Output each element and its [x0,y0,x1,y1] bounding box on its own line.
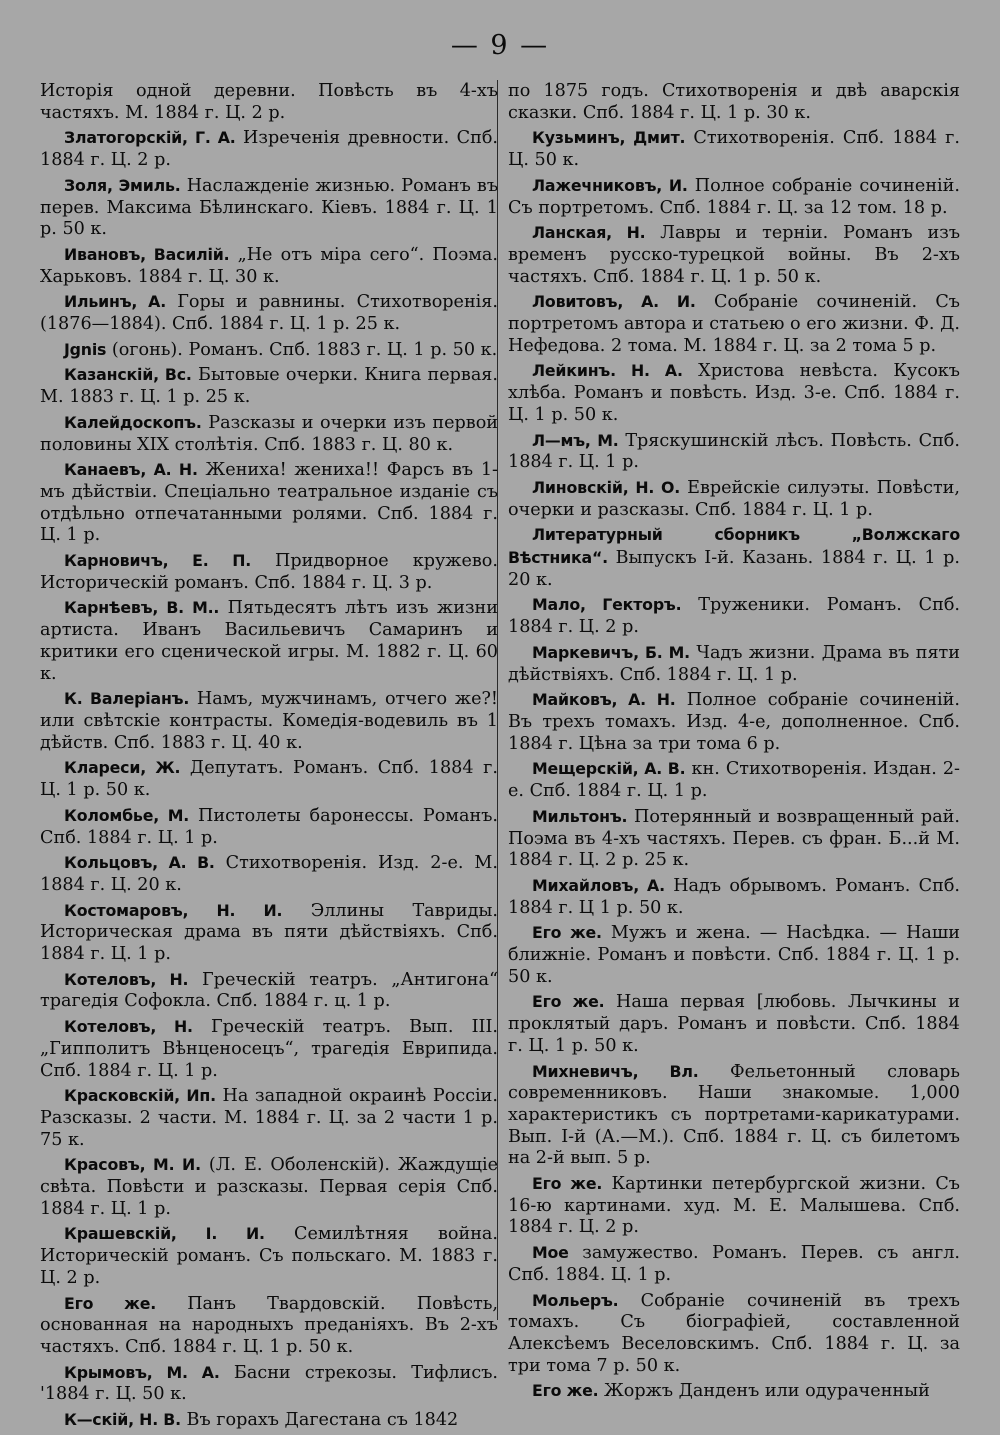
entry-description: Изреченія древности. Спб. 1884 г. Ц. 2 р. [40,128,499,171]
entry-description: Эллины Тавриды. Историческая драма въ пяти дѣйствіяхъ. Спб. 1884 г. Ц. 1 р. [40,900,498,965]
entry-author: Мильтонъ. [532,806,628,826]
entry-description: (Л. Е. Оболенскій). Жаждущіе свѣта. Повѣсти и разсказы. Первая серія Спб. 1884 г. Ц. 1 р. [40,1155,498,1219]
catalog-entry [508,1290,960,1378]
catalog-entry [40,1016,498,1082]
entry-description: Наша первая [любовь. Лычкины и проклятый даръ. Романъ и повѣсти. Спб. 1884 г. Ц. 1 р. 50 к. [508,992,960,1056]
entry-description: Греческій театръ. Вып. III. „Гипполитъ Вѣнценосецъ“, трагедія Еврипида. Спб. 1884 г. Ц. 1 р. [40,1017,499,1081]
entry-description: Полное собраніе сочиненій. Въ трехъ томахъ. Изд. 4-е, дополненное. Спб. 1884 г. Цѣна за три тома 6 р. [508,690,960,754]
entry-author: Мещерскій, А. В. [532,759,686,779]
entry-description: Депутатъ. Романъ. Спб. 1884 г. Ц. 1 р. 50 к. [40,758,498,801]
entry-description: Жениха! жениха!! Фарсъ въ 1-мъ дѣйствіи. Спеціально театральное изданіе съ отдѣльно отпечатанными ролями. Спб. 1884 г. Ц. 1 р. [40,460,498,546]
entry-description: Стихотворенія. Спб. 1884 г. Ц. 50 к. [508,128,960,171]
entry-description: Бытовые очерки. Книга первая. М. 1883 г. Ц. 1 р. 25 к. [40,365,498,408]
catalog-entry [508,594,960,638]
entry-author: Клареси, Ж. [64,758,181,778]
entry-description: Наслажденіе жизнью. Романъ въ перев. Максима Бѣлинскаго. Кіевъ. 1884 г. Ц. 1 р. 50 к. [40,175,499,240]
entry-author: Л—мъ, М. [532,430,619,450]
entry-author: Его же. [532,1174,603,1194]
entry-description: Въ горахъ Дагестана съ 1842 [186,1410,459,1431]
entry-description: Пятьдесятъ лѣтъ изъ жизни артиста. Иванъ Васильевичъ Самаринъ и критики его сценической игры. М. 1882 г. Ц. 60 к. [40,598,499,684]
entry-description: Семилѣтняя война. Историческій романъ. Съ польскаго. М. 1883 г. Ц. 2 р. [40,1224,499,1288]
entry-description: Полное собраніе сочиненій. Съ портретомъ. Спб. 1884 г. Ц. за 12 том. 18 р. [508,175,960,218]
catalog-entry [40,597,498,685]
entry-description: Еврейскіе силуэты. Повѣсти, очерки и разсказы. Спб. 1884 г. Ц. 1 р. [508,477,960,520]
catalog-entry [40,900,498,966]
entry-author: Крашевскій, І. И. [64,1224,265,1244]
entry-description: Труженики. Романъ. Спб. 1884 г. Ц. 2 р. [508,595,960,638]
entry-description: Горы и равнины. Стихотворенія. (1876—1884). Спб. 1884 г. Ц. 1 р. 25 к. [40,292,498,335]
catalog-entry [508,175,960,219]
catalog-entry [508,1242,960,1286]
entry-author: Его же. [64,1293,157,1313]
catalog-entry [508,1173,960,1239]
entry-description: На западной окраинѣ Россіи. Разсказы. 2 части. М. 1884 г. Ц. за 2 части 1 р. 75 к. [40,1086,498,1150]
right-column [508,81,960,1406]
entry-author: Коломбье, М. [64,805,190,825]
entry-description: Панъ Твардовскій. Повѣсть, основанная на народныхъ преданіяхъ. Въ 2-хъ частяхъ. Спб. 1884 г. Ц. 1 р. 50 к. [40,1293,498,1357]
catalog-entry [508,127,960,171]
catalog-entry [40,291,498,335]
entry-author: Маркевичъ, Б. М. [532,642,690,662]
catalog-entry [508,642,960,686]
entry-description: по 1875 годъ. Стихотворенія и двѣ аварскія сказки. Спб. 1884 г. Ц. 1 р. 30 к. [508,81,960,123]
catalog-entry [508,689,960,755]
catalog-entry [508,991,960,1057]
catalog-entry [508,1380,960,1403]
catalog-entry [40,81,498,124]
entry-author: Лейкинъ. Н. А. [532,361,683,381]
entry-author: Мольеръ. [532,1290,619,1310]
catalog-entry [508,360,960,426]
catalog-entry [508,291,960,357]
entry-description: Чадъ жизни. Драма въ пяти дѣйствіяхъ. Спб. 1884 г. Ц. 1 р. [508,642,961,685]
catalog-entry [40,550,498,594]
entry-author: Ивановъ, Василій. [64,244,230,264]
entry-author: Красковскій, Ип. [64,1086,216,1106]
entry-description: Басни стрекозы. Тифлисъ. '1884 г. Ц. 50 к. [40,1362,498,1405]
entry-author: Михневичъ, Вл. [532,1061,699,1081]
entry-description: Потерянный и возвращенный рай. Поэма въ 4-хъ частяхъ. Перев. съ фран. Б...й М. 1884 г. Ц. 2 р. 25 к. [508,806,961,871]
catalog-entry [508,524,960,591]
catalog-entry [40,412,498,456]
entry-description: Мужъ и жена. — Насѣдка. — Наши ближніе. Романъ и повѣсти. Спб. 1884 г. Ц. 1 р. 50 к. [508,923,960,987]
entry-author: Линовскій, Н. О. [532,477,680,497]
entry-author: Кольцовъ, А. В. [64,853,215,873]
entry-author: Лажечниковъ, И. [532,175,688,195]
entry-author: Карновичъ, Е. П. [64,551,252,571]
entry-description: Разсказы и очерки изъ первой половины XIX столѣтія. Спб. 1883 г. Ц. 80 к. [40,412,499,455]
entry-author: Карнѣевъ, В. М.. [64,598,220,618]
entry-author: Его же. [532,1381,599,1401]
entry-author: К—скій, Н. В. [64,1410,181,1430]
entry-author: Костомаровъ, Н. И. [64,900,283,920]
catalog-entry [40,1293,498,1359]
entry-description: Надъ обрывомъ. Романъ. Спб. 1884 г. Ц 1 р. 50 к. [508,875,961,918]
entry-description: Пистолеты баронессы. Романъ. Спб. 1884 г. Ц. 1 р. [40,805,498,848]
entry-description: Греческій театръ. „Антигона“ трагедія Софокла. Спб. 1884 г. ц. 1 р. [40,969,499,1012]
catalog-entry [40,244,498,288]
entry-author: Мало, Гекторъ. [532,595,682,615]
entry-author: Златогорскій, Г. А. [64,128,236,148]
left-column [40,81,498,1435]
entry-author: Мое [532,1243,569,1263]
catalog-entry [40,1409,498,1432]
catalog-entry [40,688,498,754]
catalog-entry [40,459,498,547]
entry-description: (огонь). Романъ. Спб. 1883 г. Ц. 1 р. 50 к. [111,339,498,360]
catalog-entry [40,969,498,1013]
catalog-entry [508,1061,960,1171]
entry-author: Ильинъ, А. [64,292,167,312]
entry-author: Крымовъ, М. А. [64,1362,220,1382]
page-number: — 9 — [450,30,550,61]
catalog-entry [40,1085,498,1151]
catalog-entry [508,477,960,521]
entry-author: Котеловъ, Н. [64,1017,193,1037]
catalog-entry [508,875,960,919]
entry-description: Жоржъ Данденъ или одураченный [604,1381,930,1402]
catalog-entry [508,222,960,288]
entry-description: Выпускъ І-й. Казань. 1884 г. Ц. 1 р. 20 к. [508,548,961,590]
entry-author: Кузьминъ, Дмит. [532,128,686,148]
entry-author: Майковъ, А. Н. [532,690,676,710]
catalog-entry [508,806,960,872]
entry-author: Золя, Эмиль. [64,175,181,195]
entry-description: Придворное кружево. Историческій романъ. Спб. 1884 г. Ц. 3 р. [40,551,498,593]
catalog-entry [508,922,960,988]
entry-description: Стихотворенія. Изд. 2-е. М. 1884 г. Ц. 20 к. [40,853,498,895]
entry-description: Исторія одной деревни. Повѣсть въ 4-хъ частяхъ. М. 1884 г. Ц. 2 р. [40,81,498,123]
entry-author: К. Валеріанъ. [64,689,190,709]
catalog-entry [40,805,498,849]
entry-author: Ланская, Н. [532,223,646,243]
catalog-entry [508,758,960,802]
entry-description: Картинки петербургской жизни. Съ 16-ю картинами. худ. М. Е. Малышева. Спб. 1884 г. Ц. 2 р. [508,1174,961,1238]
entry-description: Тряскушинскій лѣсъ. Повѣсть. Спб. 1884 г. Ц. 1 р. [508,430,960,473]
entry-author: Ловитовъ, А. И. [532,292,696,312]
entry-description: Лавры и терніи. Романъ изъ временъ русско-турецкой войны. Въ 2-хъ частяхъ. Спб. 1884 г. Ц. 1 р. 50 к. [508,223,961,287]
catalog-entry [40,1223,498,1289]
entry-description: Фельетонный словарь современниковъ. Наши знакомые. 1,000 характеристикъ съ портретами-карикатурами. Вып. І-й (А.—М.). Спб. 1884 г. Ц. съ билетомъ на 2-й вып. 5 р. [508,1061,961,1169]
entry-author: Литературный сборникъ „Волжскаго Вѣстника“. [508,525,960,568]
entry-description: Христова невѣста. Кусокъ хлѣба. Романъ и повѣсть. Изд. 3-е. Спб. 1884 г. Ц. 1 р. 50 к. [508,361,960,425]
catalog-entry [40,1362,498,1406]
catalog-entry [40,127,498,171]
entry-author: Казанскій, Вс. [64,365,192,385]
entry-description: Намъ, мужчинамъ, отчего же?! или свѣтскіе контрасты. Комедія-водевиль въ 1 дѣйств. Спб. 1883 г. Ц. 40 к. [40,689,498,753]
entry-description: „Не отъ міра сего“. Поэма. Харьковъ. 1884 г. Ц. 30 к. [40,244,498,287]
catalog-entry [40,1154,498,1220]
entry-description: Собраніе сочиненій. Съ портретомъ автора и статьею о его жизни. Ф. Д. Нефедова. 2 тома. М. 1884 г. Ц. за 2 тома 5 р. [508,292,960,356]
catalog-entry [508,430,960,474]
entry-description: замужество. Романъ. Перев. съ англ. Спб. 1884. Ц. 1 р. [508,1243,961,1285]
catalog-entry [40,339,498,362]
catalog-entry [40,175,498,241]
catalog-entry [40,757,498,801]
entry-author: Его же. [532,923,602,943]
entry-author: Его же. [532,992,605,1012]
entry-author: Красовъ, М. И. [64,1155,201,1175]
entry-author: Канаевъ, А. Н. [64,460,198,480]
catalog-entry [508,81,960,124]
entry-description: кн. Стихотворенія. Издан. 2-е. Спб. 1884 г. Ц. 1 р. [508,759,961,802]
entry-author: Михайловъ, А. [532,875,665,895]
catalog-entry [40,852,498,896]
catalog-entry [40,364,498,408]
entry-author: Котеловъ, Н. [64,969,189,989]
entry-description: Собраніе сочиненій въ трехъ томахъ. Съ біографіей, составленной Алексѣемъ Веселовскимъ. Спб. 1884 г. Ц. за три тома 7 р. 50 к. [508,1290,960,1376]
entry-author: Jgnis [64,339,107,359]
entry-author: Калейдоскопъ. [64,412,202,432]
